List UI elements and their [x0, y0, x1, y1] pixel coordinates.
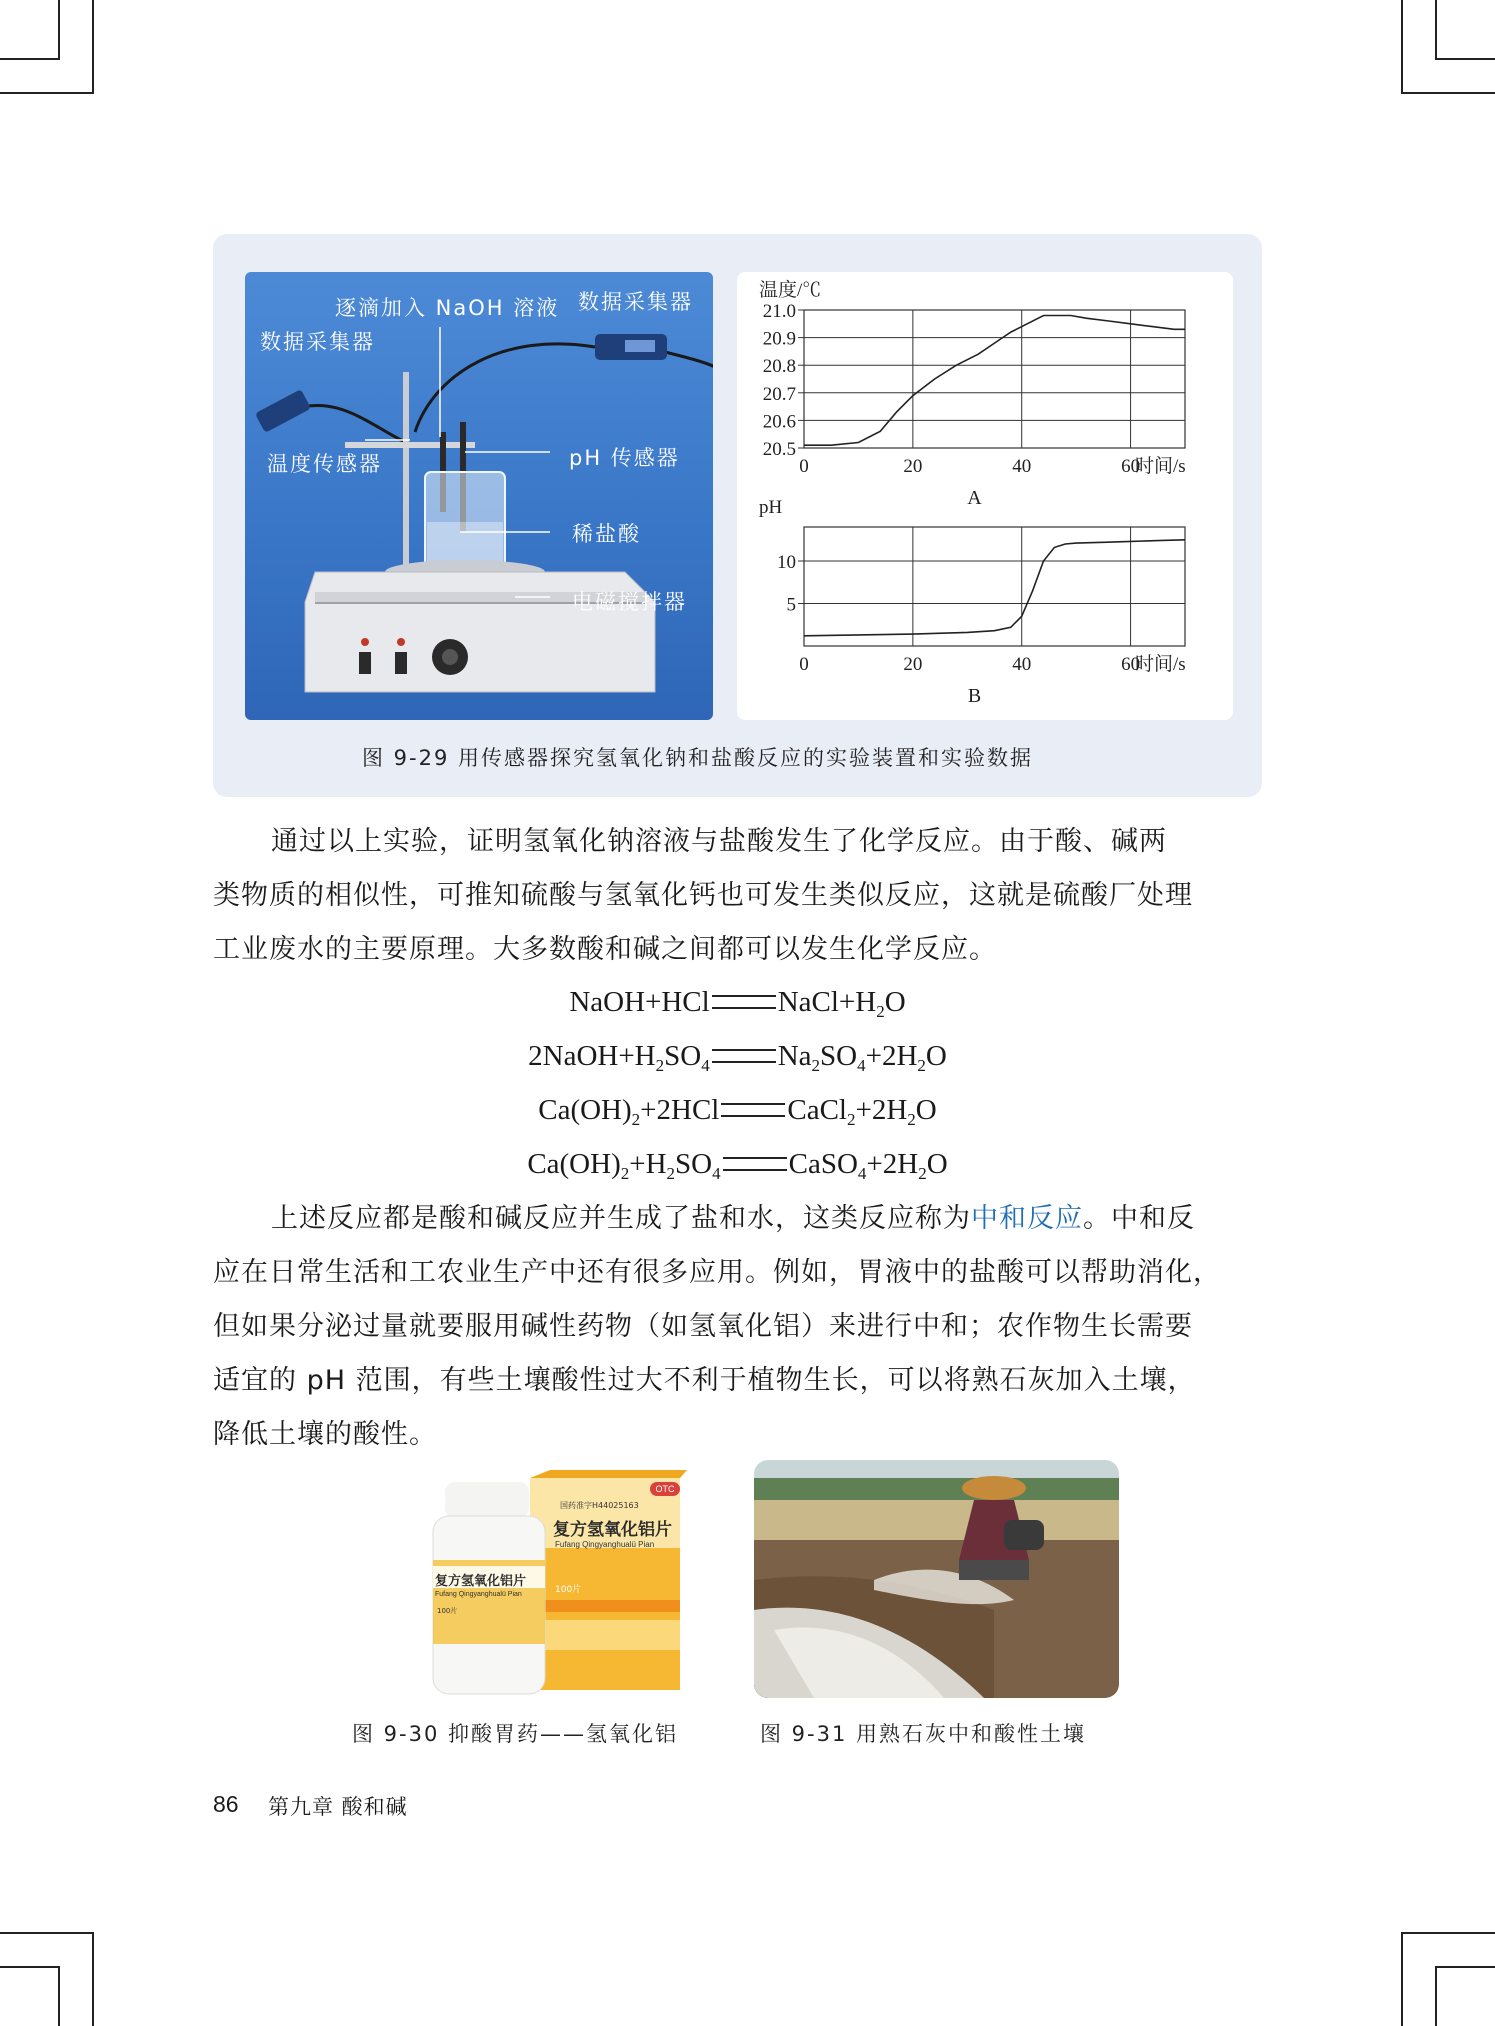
term-neutralization: 中和反应	[971, 1203, 1083, 1234]
field-photo	[754, 1460, 1119, 1698]
box-count: 100片	[555, 1585, 582, 1595]
x-tick-label: 60	[1121, 654, 1141, 675]
charts-svg	[737, 272, 1233, 720]
y-tick-label: 10	[777, 552, 796, 573]
crop-mark	[92, 0, 94, 94]
otc-badge: OTC	[650, 1482, 680, 1496]
crop-mark	[1401, 1932, 1403, 2026]
text-line: 适宜的 pH 范围，有些土壤酸性过大不利于植物生长，可以将熟石灰加入土壤，	[213, 1365, 1196, 1396]
y-tick-label: 20.6	[762, 411, 796, 433]
label-data-logger-left: 数据采集器	[260, 330, 375, 354]
x-tick-label: 60	[1121, 456, 1141, 477]
equals-sign	[712, 1049, 776, 1063]
bottle-count: 100片	[437, 1607, 458, 1615]
box-title: 复方氢氧化铝片	[553, 1520, 672, 1540]
crop-mark	[1435, 1966, 1495, 1968]
y-tick-label: 20.5	[762, 439, 796, 460]
x-axis-label: 时间/s	[1135, 654, 1186, 675]
crop-mark	[1401, 0, 1403, 94]
x-tick-label: 20	[903, 456, 923, 477]
equation-4: $Ca(OH)_2+H_2SO_4$ $CaSO_4+2H_2O$	[527, 1148, 948, 1183]
plot-frame	[804, 310, 1185, 448]
y-tick-label: 20.7	[762, 383, 796, 405]
y-tick-label: 20.8	[762, 356, 796, 378]
box-reg-number: 国药准字H44025163	[560, 1501, 639, 1510]
x-tick-label: 40	[1012, 654, 1032, 675]
apparatus-photo	[245, 272, 713, 720]
field-illustration	[754, 1460, 1119, 1698]
series-line	[804, 540, 1185, 636]
crop-mark	[58, 0, 60, 58]
chapter-title: 第九章 酸和碱	[268, 1795, 408, 1819]
label-temp-sensor: 温度传感器	[267, 452, 382, 476]
y-tick-label: 20.9	[762, 328, 796, 350]
bottle-pinyin: Fufang Qingyanghualü Pian	[435, 1591, 522, 1598]
label-magnetic-stirrer: 电磁搅拌器	[572, 590, 687, 614]
x-tick-label: 40	[1012, 456, 1032, 477]
sensor-charts	[737, 272, 1233, 720]
box-pinyin: Fufang Qingyanghualü Pian	[555, 1540, 655, 1549]
text-line: 应在日常生活和工农业生产中还有很多应用。例如，胃液中的盐酸可以帮助消化，	[213, 1257, 1221, 1288]
y-tick-label: 21.0	[762, 301, 796, 322]
equation-2: $2NaOH+H_2SO_4$ $Na_2SO_4+2H_2O$	[528, 1040, 947, 1075]
crop-mark	[58, 1966, 60, 2026]
x-axis-label: 时间/s	[1135, 456, 1186, 477]
panel-label: B	[967, 685, 982, 707]
crop-mark	[1401, 92, 1495, 94]
x-tick-label: 20	[903, 654, 923, 675]
equals-sign	[721, 1103, 785, 1117]
crop-mark	[0, 58, 60, 60]
label-dilute-hcl: 稀盐酸	[572, 522, 641, 546]
crop-mark	[0, 1966, 60, 1968]
crop-mark	[92, 1932, 94, 2026]
equation-3: $Ca(OH)_2+2HCl$ $CaCl_2+2H_2O$	[538, 1094, 937, 1129]
crop-mark	[1435, 58, 1495, 60]
crop-mark	[0, 1932, 94, 1934]
x-tick-label: 0	[799, 456, 809, 477]
figure-9-29-caption: 图 9-29 用传感器探究氢氧化钠和盐酸反应的实验装置和实验数据	[362, 746, 1034, 770]
paragraph-2	[213, 1192, 1262, 1462]
page-number: 86	[213, 1791, 239, 1817]
medicine-photo	[425, 1470, 687, 1698]
series-line	[804, 316, 1185, 446]
bottle-title: 复方氢氧化铝片	[435, 1574, 527, 1589]
text-line: 工业废水的主要原理。大多数酸和碱之间都可以发生化学反应。	[213, 934, 997, 965]
crop-mark	[1435, 0, 1437, 58]
y-tick-label: 5	[786, 594, 796, 616]
text-line: 上述反应都是酸和碱反应并生成了盐和水，这类反应称为中和反应。中和反	[271, 1203, 1195, 1234]
label-data-logger-right: 数据采集器	[578, 290, 693, 314]
equals-sign	[723, 1157, 787, 1171]
crop-mark	[1435, 1966, 1437, 2026]
equation-1: NaOH+HCl $NaCl+H_2O$	[569, 986, 906, 1021]
y-axis-label: 温度/℃	[759, 280, 822, 301]
paragraph-1	[213, 815, 1262, 977]
plot-frame	[804, 527, 1185, 646]
text-line: 降低土壤的酸性。	[213, 1419, 437, 1450]
y-axis-label: pH	[759, 497, 783, 518]
figure-9-31-caption: 图 9-31 用熟石灰中和酸性土壤	[760, 1722, 1087, 1746]
label-naoh-dropwise: 逐滴加入 NaOH 溶液	[335, 296, 560, 320]
crop-mark	[1401, 1932, 1495, 1934]
crop-mark	[0, 92, 94, 94]
text-line: 通过以上实验，证明氢氧化钠溶液与盐酸发生了化学反应。由于酸、碱两	[271, 826, 1167, 857]
text-line: 类物质的相似性，可推知硫酸与氢氧化钙也可发生类似反应，这就是硫酸厂处理	[213, 880, 1193, 911]
x-tick-label: 0	[799, 654, 809, 675]
text-line: 但如果分泌过量就要服用碱性药物（如氢氧化铝）来进行中和；农作物生长需要	[213, 1311, 1193, 1342]
figure-9-30-caption: 图 9-30 抑酸胃药——氢氧化铝	[352, 1722, 679, 1746]
equals-sign	[712, 995, 776, 1009]
panel-label: A	[967, 487, 982, 509]
label-ph-sensor: pH 传感器	[569, 446, 680, 470]
